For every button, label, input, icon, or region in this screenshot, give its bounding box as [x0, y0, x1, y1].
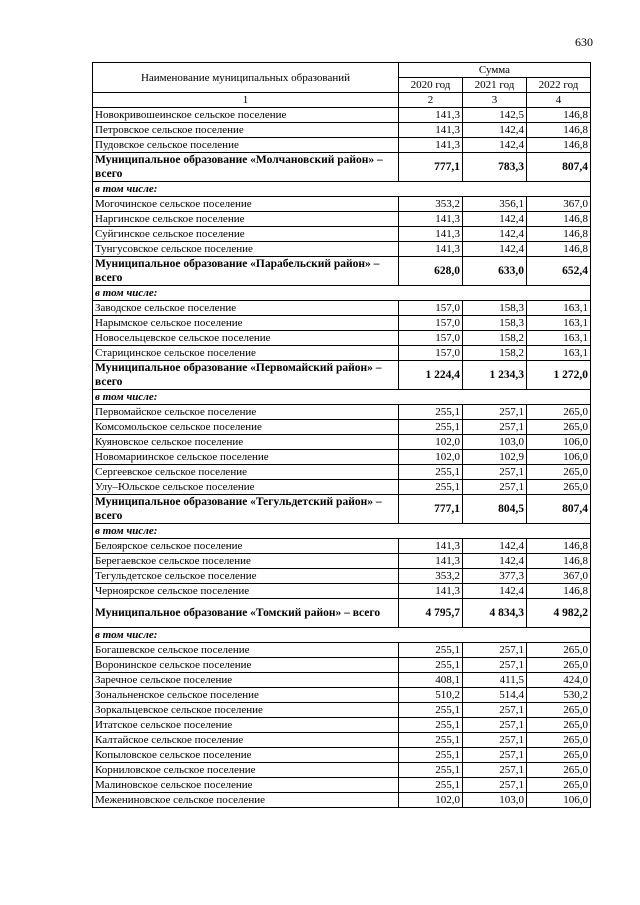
value-2022: 265,0	[527, 703, 591, 718]
row-name: Заводское сельское поселение	[93, 301, 399, 316]
row-name: Новосельцевское сельское поселение	[93, 331, 399, 346]
row-name: Нарымское сельское поселение	[93, 316, 399, 331]
row-name: Суйгинское сельское поселение	[93, 227, 399, 242]
value-2021: 158,2	[463, 331, 527, 346]
value-2020: 255,1	[399, 420, 463, 435]
table-row	[93, 554, 591, 569]
table-row	[93, 643, 591, 658]
value-2021: 142,4	[463, 584, 527, 599]
value-2022: 265,0	[527, 405, 591, 420]
value-2022: 265,0	[527, 643, 591, 658]
column-number-2: 2	[399, 93, 463, 108]
value-2020: 141,3	[399, 138, 463, 153]
value-2020: 408,1	[399, 673, 463, 688]
table-row	[93, 405, 591, 420]
table-row	[93, 242, 591, 257]
row-name: Малиновское сельское поселение	[93, 778, 399, 793]
table-row	[93, 331, 591, 346]
value-2021: 142,4	[463, 242, 527, 257]
table-row	[93, 450, 591, 465]
table-row	[93, 673, 591, 688]
value-2021: 257,1	[463, 778, 527, 793]
value-2020: 141,3	[399, 108, 463, 123]
value-2021: 142,4	[463, 212, 527, 227]
value-2020: 141,3	[399, 539, 463, 554]
subheading-row	[93, 390, 591, 405]
row-name: Новомариинское сельское поселение	[93, 450, 399, 465]
value-2022: 4 982,2	[527, 599, 591, 628]
value-2022: 146,8	[527, 212, 591, 227]
table-row	[93, 123, 591, 138]
value-2021: 257,1	[463, 718, 527, 733]
region-total-row	[93, 599, 591, 628]
row-name: Муниципальное образование «Тегульдетский район» – всего	[93, 495, 399, 524]
row-name: Богашевское сельское поселение	[93, 643, 399, 658]
table-row	[93, 420, 591, 435]
region-total-row	[93, 495, 591, 524]
value-2021: 142,4	[463, 138, 527, 153]
value-2020: 141,3	[399, 227, 463, 242]
row-name: в том числе:	[93, 628, 591, 643]
value-2020: 353,2	[399, 569, 463, 584]
row-name: Муниципальное образование «Парабельский район» – всего	[93, 257, 399, 286]
value-2022: 265,0	[527, 778, 591, 793]
value-2020: 255,1	[399, 733, 463, 748]
table-row	[93, 569, 591, 584]
table-row	[93, 748, 591, 763]
row-name: Берегаевское сельское поселение	[93, 554, 399, 569]
row-name: Пудовское сельское поселение	[93, 138, 399, 153]
row-name: Корниловское сельское поселение	[93, 763, 399, 778]
value-2020: 157,0	[399, 316, 463, 331]
table-row	[93, 435, 591, 450]
value-2022: 146,8	[527, 227, 591, 242]
value-2022: 146,8	[527, 242, 591, 257]
row-name: Петровское сельское поселение	[93, 123, 399, 138]
row-name: Черноярское сельское поселение	[93, 584, 399, 599]
value-2021: 142,4	[463, 539, 527, 554]
value-2021: 142,4	[463, 123, 527, 138]
region-total-row	[93, 361, 591, 390]
value-2022: 367,0	[527, 197, 591, 212]
row-name: в том числе:	[93, 524, 591, 539]
value-2022: 163,1	[527, 346, 591, 361]
value-2022: 530,2	[527, 688, 591, 703]
value-2021: 257,1	[463, 658, 527, 673]
value-2021: 411,5	[463, 673, 527, 688]
header-year-2021: 2021 год	[463, 78, 527, 93]
row-name: Белоярское сельское поселение	[93, 539, 399, 554]
value-2021: 514,4	[463, 688, 527, 703]
row-name: Заречное сельское поселение	[93, 673, 399, 688]
value-2021: 142,4	[463, 227, 527, 242]
budget-table	[92, 62, 591, 808]
value-2020: 628,0	[399, 257, 463, 286]
value-2021: 257,1	[463, 405, 527, 420]
value-2022: 265,0	[527, 718, 591, 733]
value-2022: 146,8	[527, 108, 591, 123]
row-name: Зоркальцевское сельское поселение	[93, 703, 399, 718]
value-2020: 141,3	[399, 584, 463, 599]
value-2022: 652,4	[527, 257, 591, 286]
value-2021: 257,1	[463, 480, 527, 495]
value-2020: 353,2	[399, 197, 463, 212]
value-2022: 163,1	[527, 331, 591, 346]
value-2022: 807,4	[527, 495, 591, 524]
row-name: в том числе:	[93, 182, 591, 197]
value-2021: 783,3	[463, 153, 527, 182]
value-2020: 510,2	[399, 688, 463, 703]
value-2020: 255,1	[399, 405, 463, 420]
value-2021: 257,1	[463, 465, 527, 480]
table-row	[93, 480, 591, 495]
value-2021: 257,1	[463, 643, 527, 658]
value-2020: 255,1	[399, 480, 463, 495]
row-name: Зональненское сельское поселение	[93, 688, 399, 703]
table-row	[93, 346, 591, 361]
value-2020: 255,1	[399, 763, 463, 778]
value-2021: 158,3	[463, 301, 527, 316]
row-name: Могочинское сельское поселение	[93, 197, 399, 212]
value-2022: 265,0	[527, 658, 591, 673]
region-total-row	[93, 257, 591, 286]
row-name: в том числе:	[93, 286, 591, 301]
value-2020: 777,1	[399, 495, 463, 524]
value-2021: 257,1	[463, 703, 527, 718]
value-2020: 1 224,4	[399, 361, 463, 390]
value-2022: 265,0	[527, 733, 591, 748]
value-2022: 106,0	[527, 793, 591, 808]
row-name: Тегульдетское сельское поселение	[93, 569, 399, 584]
value-2020: 141,3	[399, 554, 463, 569]
value-2020: 255,1	[399, 465, 463, 480]
header-name-column: Наименование муниципальных образований	[93, 63, 399, 93]
row-name: Муниципальное образование «Молчановский район» – всего	[93, 153, 399, 182]
row-name: в том числе:	[93, 390, 591, 405]
value-2020: 102,0	[399, 450, 463, 465]
value-2021: 4 834,3	[463, 599, 527, 628]
row-name: Воронинское сельское поселение	[93, 658, 399, 673]
table-row	[93, 584, 591, 599]
subheading-row	[93, 182, 591, 197]
table-row	[93, 138, 591, 153]
table-row	[93, 718, 591, 733]
value-2020: 255,1	[399, 658, 463, 673]
value-2021: 103,0	[463, 435, 527, 450]
value-2020: 255,1	[399, 703, 463, 718]
table-row	[93, 763, 591, 778]
value-2020: 4 795,7	[399, 599, 463, 628]
value-2022: 146,8	[527, 123, 591, 138]
value-2020: 157,0	[399, 331, 463, 346]
value-2020: 255,1	[399, 748, 463, 763]
value-2022: 265,0	[527, 763, 591, 778]
value-2022: 146,8	[527, 584, 591, 599]
value-2020: 255,1	[399, 718, 463, 733]
table-header	[93, 63, 591, 108]
table-row	[93, 212, 591, 227]
value-2022: 367,0	[527, 569, 591, 584]
value-2022: 265,0	[527, 420, 591, 435]
row-name: Межениновское сельское поселение	[93, 793, 399, 808]
row-name: Старицинское сельское поселение	[93, 346, 399, 361]
value-2021: 356,1	[463, 197, 527, 212]
table-row	[93, 316, 591, 331]
value-2020: 777,1	[399, 153, 463, 182]
row-name: Итатское сельское поселение	[93, 718, 399, 733]
table-row	[93, 658, 591, 673]
value-2020: 141,3	[399, 242, 463, 257]
value-2020: 102,0	[399, 793, 463, 808]
table-row	[93, 688, 591, 703]
value-2022: 146,8	[527, 539, 591, 554]
value-2021: 633,0	[463, 257, 527, 286]
value-2022: 146,8	[527, 138, 591, 153]
table-row	[93, 539, 591, 554]
row-name: Куяновское сельское поселение	[93, 435, 399, 450]
column-number-3: 3	[463, 93, 527, 108]
row-name: Калтайское сельское поселение	[93, 733, 399, 748]
row-name: Комсомольское сельское поселение	[93, 420, 399, 435]
value-2021: 103,0	[463, 793, 527, 808]
table-row	[93, 197, 591, 212]
value-2022: 265,0	[527, 480, 591, 495]
value-2020: 157,0	[399, 346, 463, 361]
value-2022: 163,1	[527, 316, 591, 331]
value-2022: 265,0	[527, 465, 591, 480]
subheading-row	[93, 524, 591, 539]
value-2020: 141,3	[399, 123, 463, 138]
table-row	[93, 703, 591, 718]
row-name: Первомайское сельское поселение	[93, 405, 399, 420]
value-2021: 142,5	[463, 108, 527, 123]
table-row	[93, 778, 591, 793]
header-year-2022: 2022 год	[527, 78, 591, 93]
subheading-row	[93, 286, 591, 301]
value-2021: 102,9	[463, 450, 527, 465]
row-name: Сергеевское сельское поселение	[93, 465, 399, 480]
value-2021: 158,2	[463, 346, 527, 361]
value-2022: 424,0	[527, 673, 591, 688]
row-name: Муниципальное образование «Томский район» – всего	[93, 599, 399, 628]
value-2022: 163,1	[527, 301, 591, 316]
table-row	[93, 733, 591, 748]
row-name: Новокривошеинское сельское поселение	[93, 108, 399, 123]
value-2021: 158,3	[463, 316, 527, 331]
value-2021: 377,3	[463, 569, 527, 584]
header-sum-column: Сумма	[399, 63, 591, 78]
value-2022: 1 272,0	[527, 361, 591, 390]
row-name: Наргинское сельское поселение	[93, 212, 399, 227]
column-number-1: 1	[93, 93, 399, 108]
row-name: Муниципальное образование «Первомайский район» – всего	[93, 361, 399, 390]
table-row	[93, 108, 591, 123]
subheading-row	[93, 628, 591, 643]
table-row	[93, 227, 591, 242]
value-2022: 807,4	[527, 153, 591, 182]
table-row	[93, 301, 591, 316]
value-2021: 257,1	[463, 763, 527, 778]
value-2021: 1 234,3	[463, 361, 527, 390]
value-2020: 255,1	[399, 643, 463, 658]
value-2021: 257,1	[463, 748, 527, 763]
row-name: Улу–Юльское сельское поселение	[93, 480, 399, 495]
table-row	[93, 465, 591, 480]
value-2021: 804,5	[463, 495, 527, 524]
page-number: 630	[575, 35, 593, 49]
value-2020: 102,0	[399, 435, 463, 450]
value-2022: 106,0	[527, 435, 591, 450]
region-total-row	[93, 153, 591, 182]
value-2021: 257,1	[463, 733, 527, 748]
value-2022: 106,0	[527, 450, 591, 465]
value-2020: 255,1	[399, 778, 463, 793]
value-2021: 142,4	[463, 554, 527, 569]
value-2022: 146,8	[527, 554, 591, 569]
value-2020: 141,3	[399, 212, 463, 227]
row-name: Копыловское сельское поселение	[93, 748, 399, 763]
value-2020: 157,0	[399, 301, 463, 316]
header-year-2020: 2020 год	[399, 78, 463, 93]
table-row	[93, 793, 591, 808]
value-2022: 265,0	[527, 748, 591, 763]
row-name: Тунгусовское сельское поселение	[93, 242, 399, 257]
value-2021: 257,1	[463, 420, 527, 435]
table-body	[93, 108, 591, 808]
column-number-4: 4	[527, 93, 591, 108]
